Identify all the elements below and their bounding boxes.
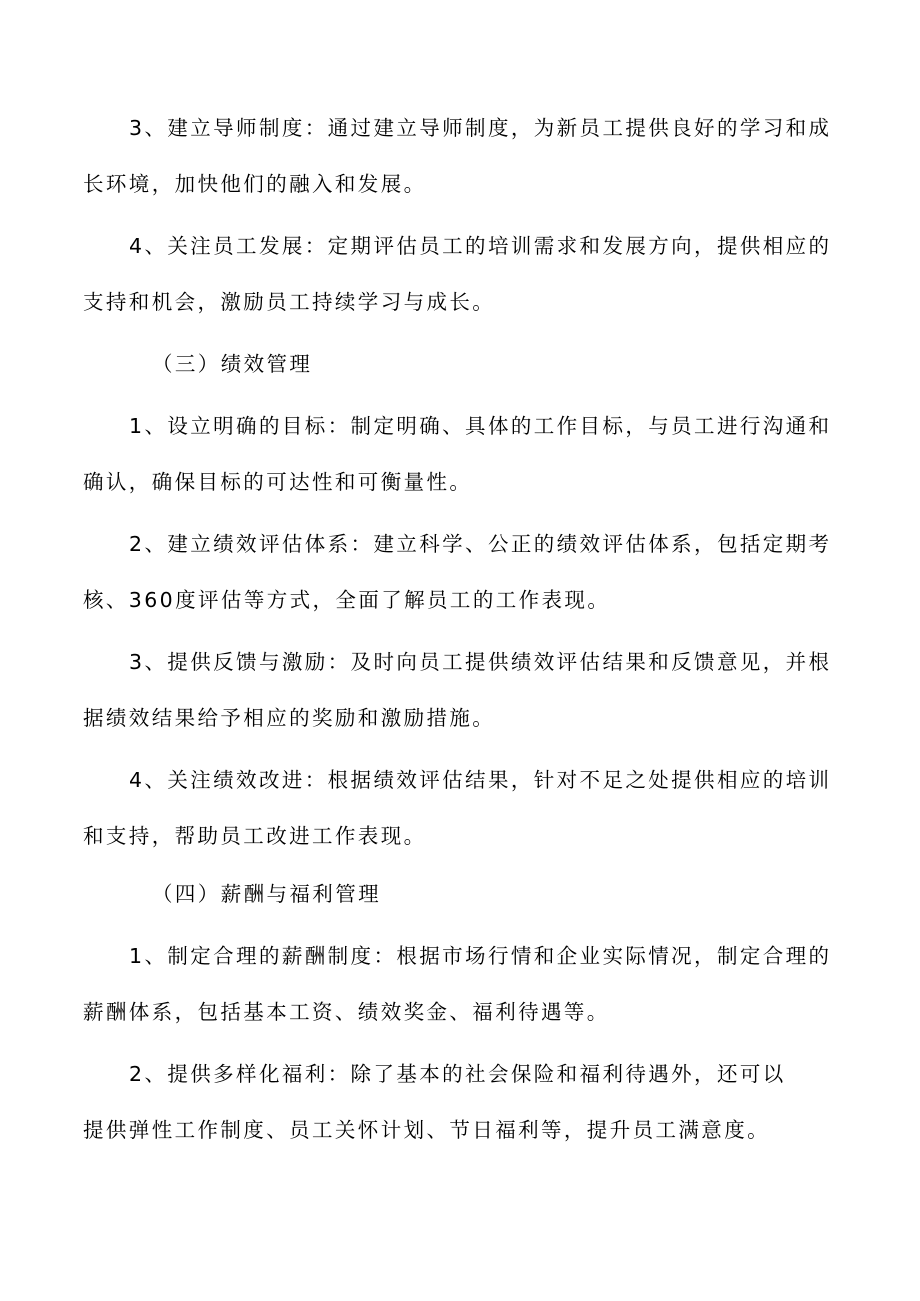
paragraph-salary-system: [83, 928, 843, 1040]
paragraph-line: 据绩效结果给予相应的奖励和激励措施。: [83, 706, 496, 730]
paragraph-line: 4、关注绩效改进：根据绩效评估结果，针对不足之处提供相应的培训: [129, 768, 832, 792]
paragraph-clear-goals: [83, 398, 843, 510]
paragraph-line: 核、360度评估等方式，全面了解员工的工作表现。: [83, 588, 611, 612]
paragraph-line: 确认，确保目标的可达性和可衡量性。: [83, 470, 473, 494]
paragraph-line: 薪酬体系，包括基本工资、绩效奖金、福利待遇等。: [83, 1000, 610, 1024]
paragraph-line: 3、提供反馈与激励：及时向员工提供绩效评估结果和反馈意见，并根: [129, 650, 832, 674]
section-heading-performance: （三）绩效管理: [152, 352, 313, 376]
section-heading-compensation: （四）薪酬与福利管理: [152, 882, 381, 906]
paragraph-line: 4、关注员工发展：定期评估员工的培训需求和发展方向，提供相应的: [129, 234, 832, 258]
paragraph-employee-development: [83, 218, 843, 330]
paragraph-line: 3、建立导师制度：通过建立导师制度，为新员工提供良好的学习和成: [129, 116, 832, 140]
paragraph-line: 和支持，帮助员工改进工作表现。: [83, 824, 427, 848]
paragraph-line: 1、设立明确的目标：制定明确、具体的工作目标，与员工进行沟通和: [129, 414, 832, 438]
paragraph-line: 提供弹性工作制度、员工关怀计划、节日福利等，提升员工满意度。: [83, 1118, 770, 1142]
paragraph-line: 1、制定合理的薪酬制度：根据市场行情和企业实际情况，制定合理的: [129, 944, 832, 968]
paragraph-diverse-benefits: [83, 1046, 843, 1158]
paragraph-evaluation-system: [83, 516, 843, 628]
paragraph-line: 支持和机会，激励员工持续学习与成长。: [83, 290, 496, 314]
paragraph-line: 长环境，加快他们的融入和发展。: [83, 172, 427, 196]
paragraph-feedback-incentives: [83, 634, 843, 746]
paragraph-line: 2、提供多样化福利：除了基本的社会保险和福利待遇外，还可以: [129, 1062, 786, 1086]
paragraph-performance-improvement: [83, 752, 843, 864]
paragraph-mentor-system: [83, 100, 843, 212]
paragraph-line: 2、建立绩效评估体系：建立科学、公正的绩效评估体系，包括定期考: [129, 532, 832, 556]
